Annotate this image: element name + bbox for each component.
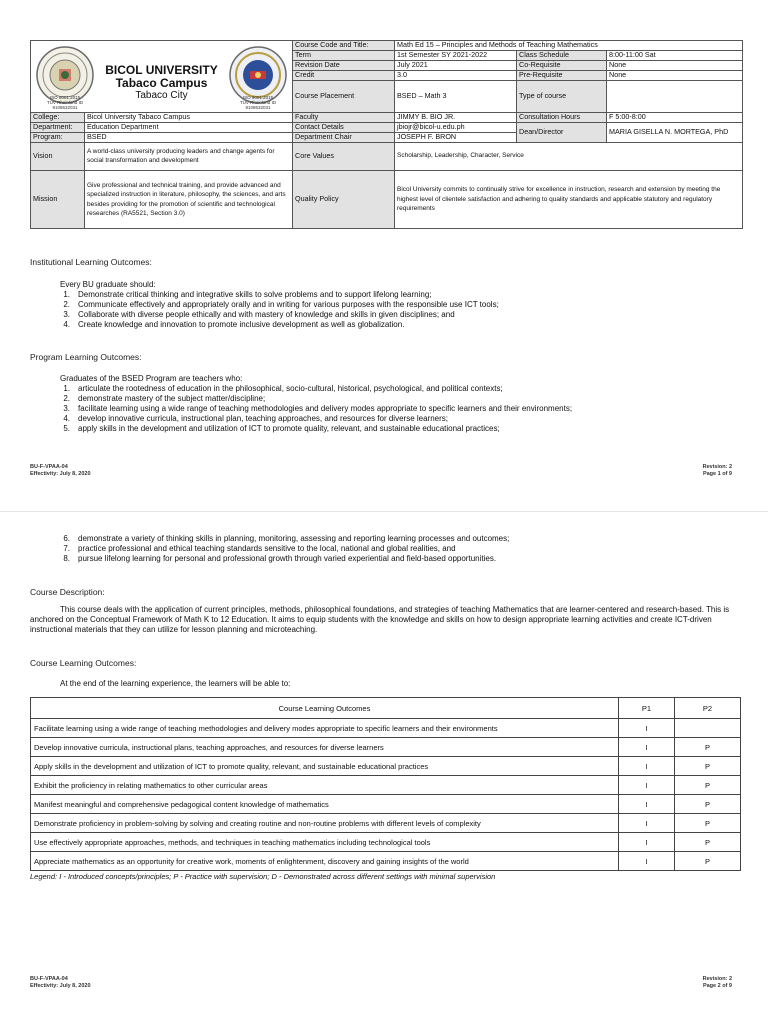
program-label: Program:	[31, 133, 85, 143]
clo-p2-cell: P	[675, 738, 741, 757]
clo-p2-cell: P	[675, 814, 741, 833]
clo-outcome-cell: Manifest meaningful and comprehensive pedagogical content knowledge of mathematics	[31, 795, 619, 814]
consultation-hours-label: Consultation Hours	[517, 113, 607, 123]
page-number: Page 2 of 9	[702, 983, 732, 989]
clo-p1-cell: I	[619, 776, 675, 795]
quality-policy-value: Bicol University commits to continually strive for excellence in instruction, research and extension by meeting the highest level of clientele satisfaction and adhering to quality standards and applicable statutory and regulatory requirements	[395, 171, 743, 229]
iso-certification-left: ISO 9001:2015 TÜV Rheinland ID 9108632031	[46, 95, 84, 110]
core-values-value: Scholarship, Leadership, Character, Service	[395, 143, 743, 171]
mission-label: Mission	[31, 171, 85, 229]
table-row	[31, 814, 741, 833]
clo-p2-cell: P	[675, 795, 741, 814]
table-row	[31, 833, 741, 852]
type-of-course-value	[607, 81, 743, 113]
table-row	[31, 852, 741, 871]
consultation-hours-value: F 5:00-8:00	[607, 113, 743, 123]
iso-certification-right: ISO 9001:2015 TÜV Rheinland ID 9108632031	[239, 95, 277, 110]
college-value: Bicol University Tabaco Campus	[85, 113, 293, 123]
list-item-number: 1.	[63, 290, 70, 299]
list-item	[56, 394, 572, 404]
class-schedule-value: 8:00-11:00 Sat	[607, 51, 743, 61]
dean-director-value: MARIA GISELLA N. MORTEGA, PhD	[607, 123, 743, 143]
course-description-title: Course Description:	[30, 587, 105, 597]
college-label: College:	[31, 113, 85, 123]
list-item-number: 2.	[63, 394, 70, 403]
clo-outcome-cell: Facilitate learning using a wide range of teaching methodologies and delivery modes appropriate to specific learners and their environments	[31, 719, 619, 738]
list-item-number: 6.	[63, 534, 70, 543]
list-item-number: 4.	[63, 414, 70, 423]
clo-p1-cell: I	[619, 738, 675, 757]
prerequisite-label: Pre-Requisite	[517, 71, 607, 81]
department-chair-label: Department Chair	[293, 133, 395, 143]
contact-details-value: jbiojr@bicol-u.edu.ph	[395, 123, 517, 133]
department-value: Education Department	[85, 123, 293, 133]
clo-p1-cell: I	[619, 852, 675, 871]
list-item-text: pursue lifelong learning for personal and professional growth through varied experiential and field-based opportunities.	[78, 554, 497, 563]
list-item-text: develop innovative curricula, instructional plan, teaching approaches, and resources for diverse learners;	[78, 414, 448, 423]
clo-p2-cell: P	[675, 776, 741, 795]
list-item-number: 1.	[63, 384, 70, 393]
list-item-number: 3.	[63, 310, 70, 319]
faculty-label: Faculty	[293, 113, 395, 123]
list-item	[56, 384, 572, 394]
list-item	[56, 310, 499, 320]
list-item-text: Demonstrate critical thinking and integrative skills to solve problems and to support lifelong learning;	[78, 290, 432, 299]
list-item-text: demonstrate a variety of thinking skills in planning, monitoring, assessing and reporting learning processes and outcomes;	[78, 534, 510, 543]
dean-director-label: Dean/Director	[517, 123, 607, 143]
revision-date-value: July 2021	[395, 61, 517, 71]
list-item	[56, 544, 509, 554]
prerequisite-value: None	[607, 71, 743, 81]
type-of-course-label: Type of course	[517, 81, 607, 113]
clo-p1-cell: I	[619, 719, 675, 738]
list-item-text: facilitate learning using a wide range of teaching methodologies and delivery modes appropriate to specific learners and their environments;	[78, 404, 573, 413]
course-placement-value: BSED – Math 3	[395, 81, 517, 113]
plo-intro: Graduates of the BSED Program are teachers who:	[60, 374, 243, 383]
ilo-section-title: Institutional Learning Outcomes:	[30, 257, 152, 267]
mission-value: Give professional and technical training, and provide advanced and specialized instruction in literature, philosophy, the sciences, and arts besides providing for the promotion of scientific and technological researches (RA5521, Section 3.0)	[85, 171, 293, 229]
list-item	[56, 404, 572, 414]
term-value: 1st Semester SY 2021-2022	[395, 51, 517, 61]
corequisite-label: Co-Requisite	[517, 61, 607, 71]
campus-city: Tabaco City	[135, 90, 188, 101]
course-description-text: This course deals with the application of current principles, methods, philosophical foundations, and strategies of teaching Mathematics that are learner-centered and research-based. This is anchored on the Conceptual Framework of Math K to 12 Education. It aims to equip students with the knowledge and skills on how to design appropriate learning activities and create ICT-driven instructional materials that they can utilize for lesson planning and microteaching.	[30, 605, 730, 634]
effectivity-date: Effectivity: July 8, 2020	[30, 983, 91, 989]
clo-table	[30, 697, 741, 871]
list-item-text: demonstrate mastery of the subject matter/discipline;	[78, 394, 266, 403]
plo-list-continued	[56, 534, 509, 564]
course-placement-label: Course Placement	[293, 81, 395, 113]
department-chair-value: JOSEPH F. BRON	[395, 133, 517, 143]
clo-outcome-cell: Develop innovative curricula, instructional plans, teaching approaches, and resources for diverse learners	[31, 738, 619, 757]
clo-p2-cell: P	[675, 757, 741, 776]
clo-header-outcome: Course Learning Outcomes	[31, 698, 619, 719]
list-item	[56, 300, 499, 310]
list-item	[56, 554, 509, 564]
course-code-label: Course Code and Title:	[293, 41, 395, 51]
form-code: BU-F-VPAA-04	[30, 976, 68, 982]
effectivity-date: Effectivity: July 8, 2020	[30, 471, 91, 477]
clo-p2-cell: P	[675, 833, 741, 852]
clo-p1-cell: I	[619, 795, 675, 814]
term-label: Term	[293, 51, 395, 61]
revision-number: Revision: 2	[702, 976, 732, 982]
program-value: BSED	[85, 133, 293, 143]
page-number: Page 1 of 9	[702, 471, 732, 477]
clo-p1-cell: I	[619, 833, 675, 852]
plo-section-title: Program Learning Outcomes:	[30, 352, 142, 362]
list-item-number: 2.	[63, 300, 70, 309]
list-item-number: 4.	[63, 320, 70, 329]
university-logo-block	[31, 41, 293, 113]
course-header-table	[30, 40, 743, 229]
department-label: Department:	[31, 123, 85, 133]
core-values-label: Core Values	[293, 143, 395, 171]
revision-number: Revision: 2	[702, 464, 732, 470]
clo-outcome-cell: Use effectively appropriate approaches, methods, and techniques in teaching mathematics including technological tools	[31, 833, 619, 852]
campus-name: Tabaco Campus	[115, 76, 208, 90]
table-row	[31, 738, 741, 757]
list-item-number: 8.	[63, 554, 70, 563]
form-code: BU-F-VPAA-04	[30, 464, 68, 470]
clo-legend: Legend: I - Introduced concepts/principles; P - Practice with supervision; D - Demonstrated across different settings with minimal supervision	[30, 872, 496, 881]
revision-date-label: Revision Date	[293, 61, 395, 71]
clo-p1-cell: I	[619, 814, 675, 833]
credit-value: 3.0	[395, 71, 517, 81]
list-item-text: Communicate effectively and appropriately orally and in writing for various purposes with the responsible use ICT tools;	[78, 300, 499, 309]
list-item-text: apply skills in the development and utilization of ICT to promote quality, relevant, and sustainable educational practices;	[78, 424, 500, 433]
course-code-value: Math Ed 15 – Principles and Methods of Teaching Mathematics	[395, 41, 743, 51]
clo-p1-cell: I	[619, 757, 675, 776]
ilo-intro: Every BU graduate should:	[60, 280, 156, 289]
clo-outcome-cell: Demonstrate proficiency in problem-solving by solving and creating routine and non-routine problems with different levels of complexity	[31, 814, 619, 833]
list-item	[56, 320, 499, 330]
clo-p2-cell: P	[675, 852, 741, 871]
university-name: BICOL UNIVERSITY	[105, 63, 218, 77]
list-item-text: Collaborate with diverse people ethically and with mastery of knowledge and skills in given disciplines; and	[78, 310, 455, 319]
table-row	[31, 719, 741, 738]
list-item-text: practice professional and ethical teaching standards sensitive to the local, national and global realities, and	[78, 544, 456, 553]
clo-outcome-cell: Exhibit the proficiency in relating mathematics to other curricular areas	[31, 776, 619, 795]
clo-p2-cell	[675, 719, 741, 738]
list-item	[56, 290, 499, 300]
ilo-list	[56, 290, 499, 330]
list-item-number: 5.	[63, 424, 70, 433]
clo-outcome-cell: Appreciate mathematics as an opportunity for creative work, moments of enlightenment, discovery and gaining insights of the world	[31, 852, 619, 871]
clo-intro: At the end of the learning experience, the learners will be able to:	[60, 679, 291, 688]
clo-section-title: Course Learning Outcomes:	[30, 658, 137, 668]
list-item	[56, 534, 509, 544]
quality-policy-label: Quality Policy	[293, 171, 395, 229]
vision-value: A world-class university producing leaders and change agents for social transformation and development	[85, 143, 293, 171]
clo-header-p1: P1	[619, 698, 675, 719]
table-row	[31, 757, 741, 776]
list-item	[56, 424, 572, 434]
vision-label: Vision	[31, 143, 85, 171]
plo-list	[56, 384, 572, 434]
clo-header-p2: P2	[675, 698, 741, 719]
list-item-text: Create knowledge and innovation to promote inclusive development as well as globalization.	[78, 320, 405, 329]
clo-outcome-cell: Apply skills in the development and utilization of ICT to promote quality, relevant, and sustainable educational practices	[31, 757, 619, 776]
list-item-number: 3.	[63, 404, 70, 413]
footer-left	[30, 464, 91, 478]
footer-left-p2	[30, 976, 91, 990]
list-item-number: 7.	[63, 544, 70, 553]
corequisite-value: None	[607, 61, 743, 71]
table-row	[31, 776, 741, 795]
credit-label: Credit	[293, 71, 395, 81]
table-row	[31, 795, 741, 814]
list-item-text: articulate the rootedness of education in the philosophical, socio-cultural, historical, psychological, and political contexts;	[78, 384, 503, 393]
contact-details-label: Contact Details	[293, 123, 395, 133]
faculty-value: JIMMY B. BIO JR.	[395, 113, 517, 123]
list-item	[56, 414, 572, 424]
syllabus-page-2	[0, 512, 768, 1024]
footer-right-p2	[703, 976, 732, 990]
class-schedule-label: Class Schedule	[517, 51, 607, 61]
footer-right	[703, 464, 732, 478]
